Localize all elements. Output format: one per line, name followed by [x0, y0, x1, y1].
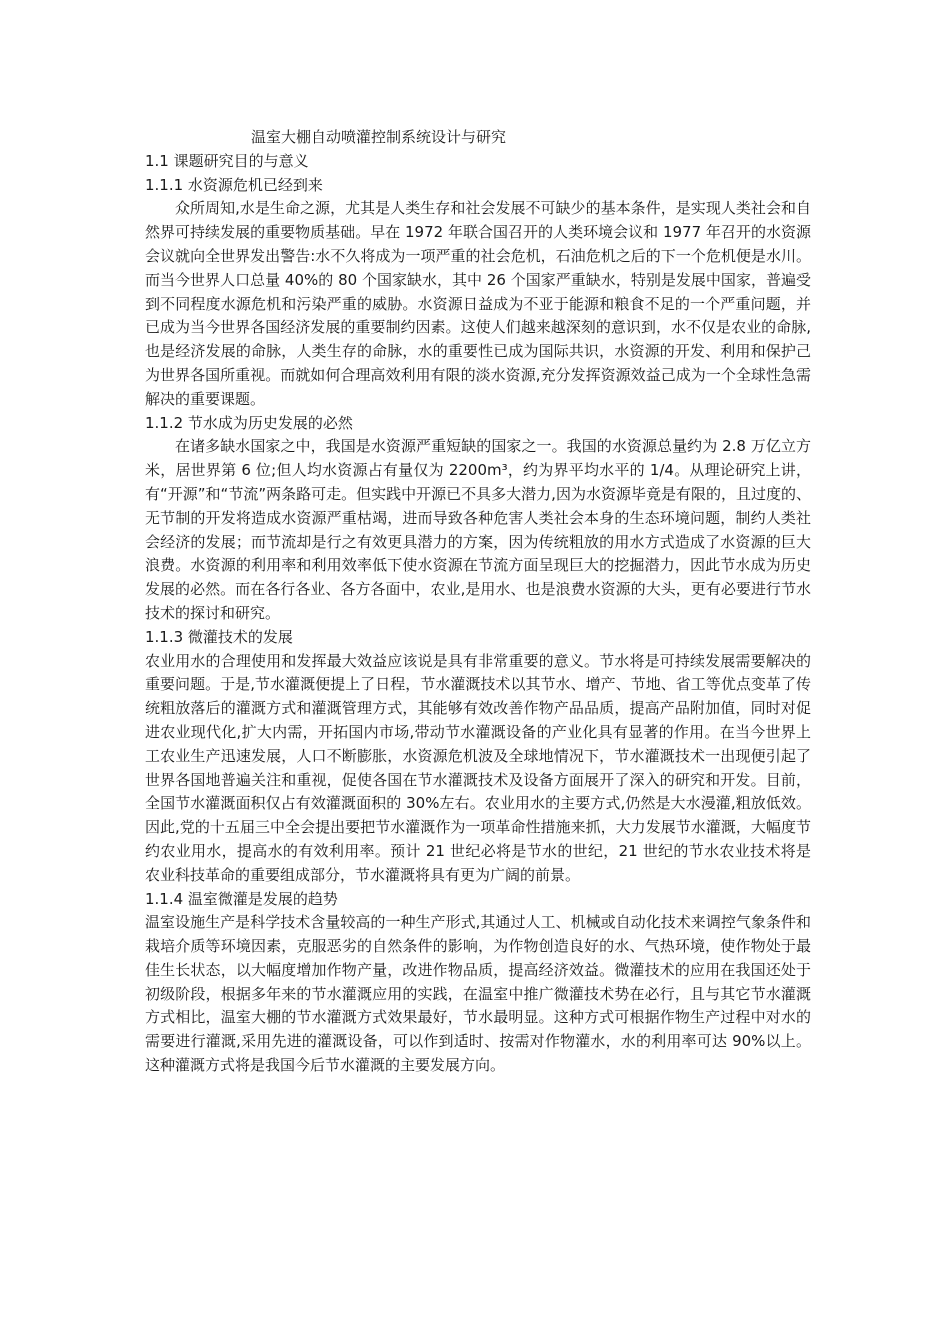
document-page	[145, 126, 811, 1078]
paragraph-water-crisis: 众所周知,水是生命之源，尤其是人类生存和社会发展不可缺少的基本条件，是实现人类社会和自然界可持续发展的重要物质基础。早在 1972 年联合国召开的人类环境会议和 1977 年召开的水资源会议就向全世界发出警告:水不久将成为一项严重的社会危机，石油危机之后的下一个危机便是水川。而当今世界人口总量 40%的 80 个国家缺水，其中 26 个国家严重缺水，特别是发展中国家，普遍受到不同程度水源危机和污染严重的威胁。水资源日益成为不亚于能源和粮食不足的一个严重问题，并已成为当今世界各国经济发展的重要制约因素。这使人们越来越深刻的意识到，水不仅是农业的命脉,也是经济发展的命脉，人类生存的命脉，水的重要性已成为国际共识，水资源的开发、利用和保护己为世界各国所重视。而就如何合理高效利用有限的淡水资源,充分发挥资源效益己成为一个全球性急需解决的重要课题。	[145, 199, 811, 408]
document-title: 温室大棚自动喷灌控制系统设计与研究	[251, 128, 507, 146]
section-heading-1-1-1: 1.1.1 水资源危机已经到来	[145, 175, 323, 194]
section-heading-1-1-2: 1.1.2 节水成为历史发展的必然	[145, 413, 353, 432]
section-heading-1-1: 1.1 课题研究目的与意义	[145, 151, 309, 170]
section-heading-1-1-3: 1.1.3 微灌技术的发展	[145, 627, 293, 646]
section-heading-1-1-4: 1.1.4 温室微灌是发展的趋势	[145, 889, 338, 908]
paragraph-micro-irrigation: 农业用水的合理使用和发挥最大效益应该说是具有非常重要的意义。节水将是可持续发展需要解决的重要问题。于是,节水灌溉便提上了日程，节水灌溉技术以其节水、增产、节地、省工等优点变革了传统粗放落后的灌溉方式和灌溉管理方式，其能够有效改善作物产品品质，提高产品附加值，同时对促进农业现代化,扩大内需，开拓国内市场,带动节水灌溉设备的产业化具有显著的作用。在当今世界上工农业生产迅速发展，人口不断膨胀，水资源危机波及全球地情况下，节水灌溉技术一出现便引起了世界各国地普遍关注和重视，促使各国在节水灌溉技术及设备方面展开了深入的研究和开发。目前，全国节水灌溉面积仅占有效灌溉面积的 30%左右。农业用水的主要方式,仍然是大水漫灌,粗放低效。因此,党的十五届三中全会提出要把节水灌溉作为一项革命性措施来抓，大力发展节水灌溉，大幅度节约农业用水，提高水的有效利用率。预计 21 世纪必将是节水的世纪，21 世纪的节水农业技术将是农业科技革命的重要组成部分，节水灌溉将具有更为广阔的前景。	[145, 651, 811, 884]
paragraph-greenhouse-irrigation: 温室设施生产是科学技术含量较高的一种生产形式,其通过人工、机械或自动化技术来调控气象条件和栽培介质等环境因素，克服恶劣的自然条件的影响，为作物创造良好的水、气热环境，使作物处于最佳生长状态，以大幅度增加作物产量，改进作物品质，提高经济效益。微灌技术的应用在我国还处于初级阶段，根据多年来的节水灌溉应用的实践，在温室中推广微灌技术势在必行，且与其它节水灌溉方式相比，温室大棚的节水灌溉方式效果最好，节水最明显。这种方式可根据作物生产过程中对水的需要进行灌溉,采用先进的灌溉设备，可以作到适时、按需对作物灌水，水的利用率可达 90%以上。这种灌溉方式将是我国今后节水灌溉的主要发展方向。	[145, 913, 811, 1075]
paragraph-water-saving: 在诸多缺水国家之中，我国是水资源严重短缺的国家之一。我国的水资源总量约为 2.8 万亿立方米，居世界第 6 位;但人均水资源占有量仅为 2200m³，约为界平均水平的 1/4。从理论研究上讲，有“开源”和“节流”两条路可走。但实践中开源已不具多大潜力,因为水资源毕竟是有限的，且过度的、无节制的开发将造成水资源严重枯竭，进而导致各种危害人类社会本身的生态环境问题，制约人类社会经济的发展；而节流却是行之有效更具潜力的方案，因为传统粗放的用水方式造成了水资源的巨大浪费。水资源的利用率和利用效率低下使水资源在节流方面呈现巨大的挖掘潜力，因此节水成为历史发展的必然。而在各行各业、各方各面中，农业,是用水、也是浪费水资源的大头，更有必要进行节水技术的探讨和研究。	[145, 437, 811, 622]
